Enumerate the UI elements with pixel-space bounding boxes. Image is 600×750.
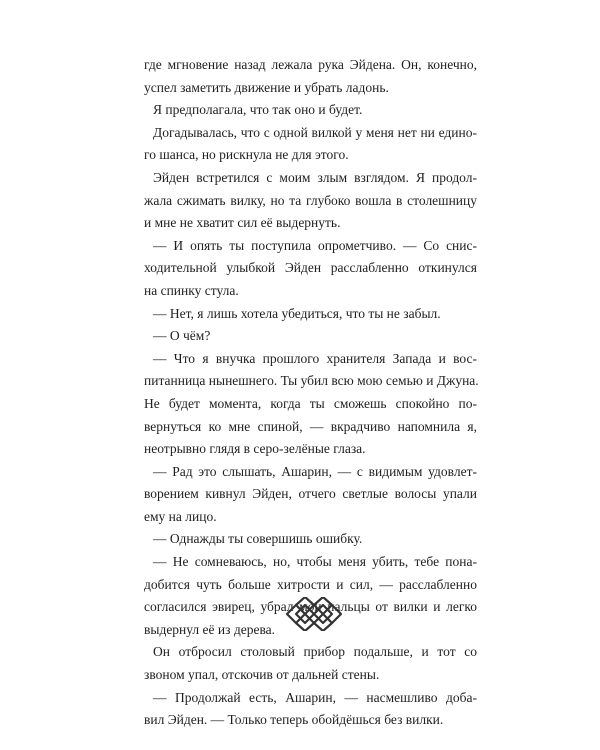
text-line: го шанса, но рискнула не для этого. <box>144 147 349 163</box>
text-line: — О чём? <box>153 328 211 344</box>
text-line: вил Эйден. — Только теперь обойдёшься без вилки. <box>144 712 444 728</box>
text-line: — Не сомневаюсь, но, чтобы меня убить, тебе пона- <box>153 554 477 570</box>
interlaced-knot-ornament-icon <box>285 597 343 631</box>
text-line: и мне не хватит сил её выдернуть. <box>144 215 341 231</box>
text-line: — И опять ты поступила опрометчиво. — Со снис- <box>153 237 477 253</box>
text-line: питанница нынешнего. Ты убил всю мою семью и Джуна. <box>144 373 479 389</box>
text-line: на спинку стула. <box>144 282 239 298</box>
text-line: согласился эвирец, убрал мои пальцы от вилки и легко <box>144 599 477 615</box>
text-line: вернуться ко мне спиной, — вкрадчиво напомнила я, <box>144 418 477 434</box>
text-line: Он отбросил столовый прибор подальше, и тот со <box>153 644 477 660</box>
text-line: неотрывно глядя в серо-зелёные глаза. <box>144 441 366 457</box>
text-line: ходительной улыбкой Эйден расслабленно откинулся <box>144 260 477 276</box>
text-line: — Однажды ты совершишь ошибку. <box>153 531 363 547</box>
text-line: Я предполагала, что так оно и будет. <box>153 102 363 118</box>
text-line: — Что я внучка прошлого хранителя Запада и вос- <box>153 350 477 366</box>
text-line: жала сжимать вилку, но та глубоко вошла в столешницу <box>144 192 477 208</box>
text-line: Догадывалась, что с одной вилкой у меня нет ни едино- <box>153 124 477 140</box>
text-line: — Рад это слышать, Ашарин, — с видимым удовлет- <box>153 463 477 479</box>
text-line: Не будет момента, когда ты сможешь спокойно по- <box>144 395 477 411</box>
text-line: — Нет, я лишь хотела убедиться, что ты не забыл. <box>153 305 441 321</box>
text-line: — Продолжай есть, Ашарин, — насмешливо доба- <box>153 689 477 705</box>
text-line: добится чуть больше хитрости и сил, — расслабленно <box>144 576 477 592</box>
text-line: ему на лицо. <box>144 508 217 524</box>
text-line: где мгновение назад лежала рука Эйдена. Он, конечно, <box>144 57 477 72</box>
text-line: выдернул её из дерева. <box>144 621 276 637</box>
text-line: звоном упал, отскочив от дальней стены. <box>144 667 380 683</box>
text-line: успел заметить движение и убрать ладонь. <box>144 79 389 95</box>
text-line: Эйден встретился с моим злым взглядом. Я продол- <box>153 169 477 185</box>
text-line: ворением кивнул Эйден, отчего светлые волосы упали <box>144 486 477 502</box>
